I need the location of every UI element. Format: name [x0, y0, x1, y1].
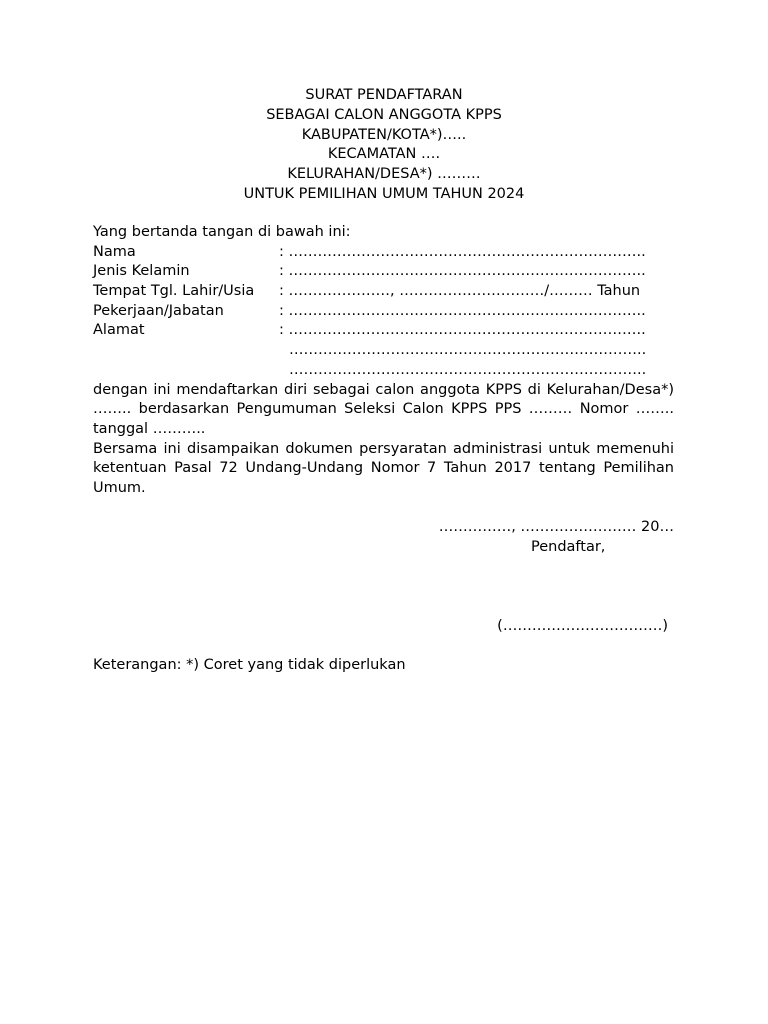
signature-space [93, 558, 674, 617]
field-label: Tempat Tgl. Lahir/Usia [93, 283, 255, 300]
signature-name-line: (……………………………) [497, 617, 668, 634]
heading-regency: KABUPATEN/KOTA*)….. [301, 126, 467, 143]
document-heading [0, 86, 768, 205]
field-label: Alamat [93, 322, 145, 339]
heading-election: UNTUK PEMILIHAN UMUM TAHUN 2024 [243, 185, 525, 202]
documents-paragraph: Bersama ini disampaikan dokumen persyaratan administrasi untuk memenuhi ketentuan Pasal 72 Undang-Undang Nomor 7 Tahun 2017 tentang Pemilihan Umum. [93, 440, 674, 497]
spacer [93, 499, 674, 519]
heading-village: KELURAHAN/DESA*) ……… [287, 166, 481, 183]
field-row-alamat [93, 321, 674, 341]
field-value: : ……………………………………………………………….. [279, 263, 646, 280]
document-body [93, 223, 674, 676]
field-value-continuation: ……………………………………………………………….. [289, 361, 647, 378]
heading-subtitle: SEBAGAI CALON ANGGOTA KPPS [266, 106, 502, 123]
field-row-alamat-cont-1 [93, 341, 674, 361]
signer-label-row [93, 538, 674, 558]
heading-title: SURAT PENDAFTARAN [305, 87, 463, 103]
field-row-pekerjaan [93, 302, 674, 322]
field-value: : ……………………………………………………………….. [279, 322, 646, 339]
field-row-tempat-tgl-lahir [93, 282, 674, 302]
spacer [93, 636, 674, 656]
field-label: Nama [93, 243, 136, 260]
field-label: Pekerjaan/Jabatan [93, 302, 224, 319]
field-value-continuation: ……………………………………………………………….. [289, 342, 647, 359]
field-label: Jenis Kelamin [93, 263, 190, 280]
field-value: : ……………………………………………………………….. [279, 243, 646, 260]
field-value: : …………………, …………………………/……… Tahun [279, 283, 641, 300]
field-row-alamat-cont-2 [93, 361, 674, 381]
signer-label: Pendaftar, [531, 539, 606, 556]
field-row-nama [93, 243, 674, 263]
field-value: : ……………………………………………………………….. [279, 302, 646, 319]
field-row-jenis-kelamin [93, 262, 674, 282]
intro-text: Yang bertanda tangan di bawah ini: [93, 224, 351, 240]
registration-paragraph: dengan ini mendaftarkan diri sebagai calon anggota KPPS di Kelurahan/Desa*) …….. berdasarkan Pengumuman Seleksi Calon KPPS PPS ……… Nomor …….. tanggal ……….. [93, 381, 674, 437]
place-date-line: ……………, …………………… 20… [438, 519, 674, 536]
heading-district: KECAMATAN …. [327, 146, 441, 163]
footnote: Keterangan: *) Coret yang tidak diperlukan [93, 657, 406, 674]
